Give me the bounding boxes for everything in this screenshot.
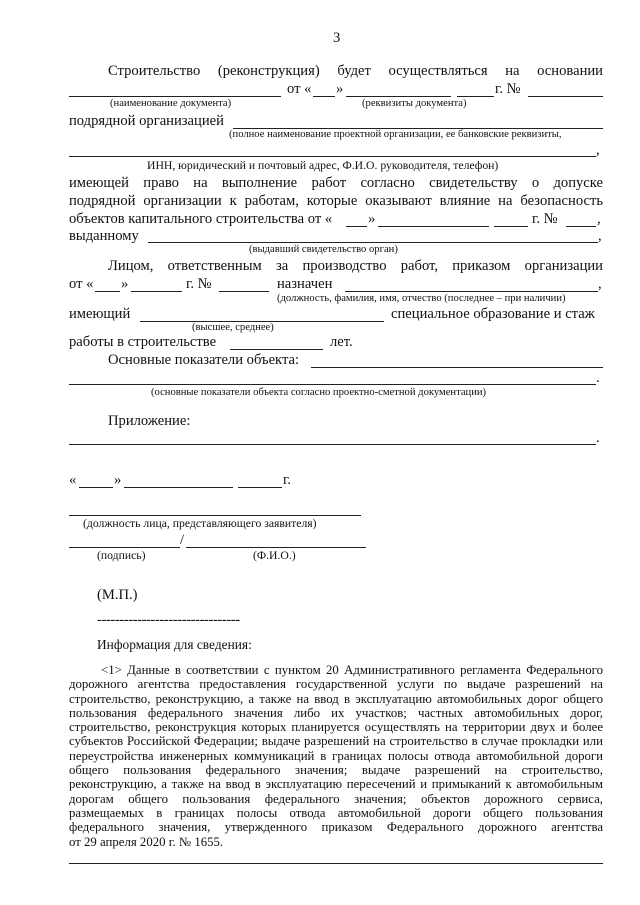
work-label: работы в строительстве [69, 334, 217, 350]
permit-number-field[interactable] [566, 226, 596, 227]
appendix-label: Приложение: [108, 413, 191, 429]
responsible-year-number-label: г. № [186, 276, 212, 292]
permit-day-field[interactable] [346, 226, 367, 227]
order-month-field[interactable] [131, 291, 182, 292]
indicators-field[interactable] [311, 367, 603, 368]
responsible-line-1: Лицом, ответственным за производство работ, приказом организации [108, 258, 603, 274]
permit-year-number-label: г. № [532, 211, 558, 227]
permit-line-2: подрядной организации к работам, которые оказывают влияние на безопасность [69, 193, 603, 209]
caption-person: (должность, фамилия, имя, отчество (последнее – при наличии) [277, 293, 566, 304]
comma: , [598, 276, 602, 292]
caption-education: (высшее, среднее) [192, 322, 274, 333]
period: . [596, 430, 600, 446]
quote-close: » [336, 81, 344, 97]
order-number-field[interactable] [219, 291, 269, 292]
permit-month-field[interactable] [378, 226, 489, 227]
date-year-field[interactable] [238, 487, 282, 488]
date-open-quote: « [69, 472, 77, 488]
footnote-line: федерального значения, утвержденного приказом Федерального дорожного агентства [69, 820, 603, 835]
footnote-line: пользования федерального значения либо их участков; частных автомобильных дорог, [69, 705, 603, 720]
indicators-label: Основные показатели объекта: [108, 352, 300, 368]
experience-years-field[interactable] [230, 349, 323, 350]
comma: , [597, 211, 601, 227]
construction-basis-line: Строительство (реконструкция) будет осуществляться на основании [108, 63, 603, 79]
order-day-field[interactable] [95, 291, 120, 292]
caption-document-name: (наименование документа) [110, 98, 232, 109]
date-day-field[interactable] [79, 487, 113, 488]
month-field[interactable] [346, 96, 451, 97]
slash: / [180, 532, 185, 548]
footnote-line: субъектов Российской Федерации; выдаче разрешений на строительство в случае прокладки или [69, 734, 603, 749]
contractor-label: подрядной организацией [69, 113, 224, 129]
permit-year-field[interactable] [494, 226, 528, 227]
comma: , [598, 228, 602, 244]
date-close-quote: » [114, 472, 122, 488]
footnote-separator: -------------------------------- [97, 612, 240, 628]
caption-fio: (Ф.И.О.) [253, 549, 296, 562]
comma: , [596, 142, 600, 158]
position-field[interactable] [69, 515, 361, 516]
permit-line-3: объектов капитального строительства от « [69, 211, 333, 227]
period: . [596, 370, 600, 386]
date-year-label: г. [283, 472, 291, 488]
date-month-field[interactable] [124, 487, 233, 488]
signature-field[interactable] [69, 547, 180, 548]
footnote-line: от 29 апреля 2020 г. № 1655. [69, 834, 224, 849]
footnote-line: дорогам общего пользования федерального значения; объектов дорожного сервиса, [69, 791, 603, 806]
footnote-line: реконструкцию, а также на ввод в эксплуатацию пересечений и примыканий к автомобильным [69, 777, 603, 792]
indicators-field-2[interactable] [69, 384, 596, 385]
footnote-line: дорожного агентства предоставления государственной услуги по выдаче разрешений на [69, 677, 603, 692]
from-label: от « [287, 81, 312, 97]
footnote-line: размещаемых в границах полосы отвода автомобильной дороги общего пользования [69, 805, 603, 820]
year-number-label: г. № [495, 81, 521, 97]
permit-line-1: имеющей право на выполнение работ согласно свидетельству о допуске [69, 175, 603, 191]
year-field[interactable] [457, 96, 494, 97]
years-label: лет. [330, 334, 353, 350]
caption-full-name: (полное наименование проектной организации, ее банковские реквизиты, [229, 129, 562, 140]
footnote-line: строительство, реконструкцию, а также на ввод в эксплуатацию автомобильных дорог общего [69, 691, 603, 706]
contractor-details-field[interactable] [69, 156, 596, 157]
day-field[interactable] [313, 96, 335, 97]
document-number-field[interactable] [528, 96, 603, 97]
permit-quote-close: » [368, 211, 376, 227]
stamp-label: (М.П.) [97, 587, 138, 603]
responsible-from-label: от « [69, 276, 94, 292]
footnote-line: переустройства инженерных коммуникаций в границах полосы отвода автомобильной дороги [69, 748, 603, 763]
footnote-line: общего пользования федерального значения; выдаче разрешений на строительство, [69, 763, 603, 778]
having-label: имеющий [69, 306, 131, 322]
document-name-field[interactable] [69, 96, 281, 97]
fio-field[interactable] [186, 547, 366, 548]
footnote-line: строительство, реконструкция которых планируется осуществлять на территории двух и более [69, 720, 603, 735]
caption-signature: (подпись) [97, 549, 146, 562]
issued-label: выданному [69, 228, 139, 244]
caption-issuer: (выдавший свидетельство орган) [249, 244, 398, 255]
issuer-field[interactable] [148, 242, 598, 243]
page-number: 3 [333, 30, 341, 46]
bottom-rule [69, 863, 603, 864]
appointed-label: назначен [277, 276, 333, 292]
education-text: специальное образование и стаж [391, 306, 595, 322]
caption-indicators: (основные показатели объекта согласно проектно-сметной документации) [151, 387, 487, 398]
caption-position: (должность лица, представляющего заявителя) [83, 517, 317, 530]
caption-inn: ИНН, юридический и почтовый адрес, Ф.И.О. руководителя, телефон) [147, 159, 499, 172]
footnote-line: <1> Данные в соответствии с пунктом 20 Административного регламента Федерального [101, 663, 603, 677]
appendix-field[interactable] [69, 444, 596, 445]
footnote-text [69, 663, 603, 849]
responsible-person-field[interactable] [345, 291, 598, 292]
responsible-quote-close: » [121, 276, 129, 292]
info-label: Информация для сведения: [97, 637, 252, 652]
caption-document-requisites: (реквизиты документа) [362, 98, 467, 109]
